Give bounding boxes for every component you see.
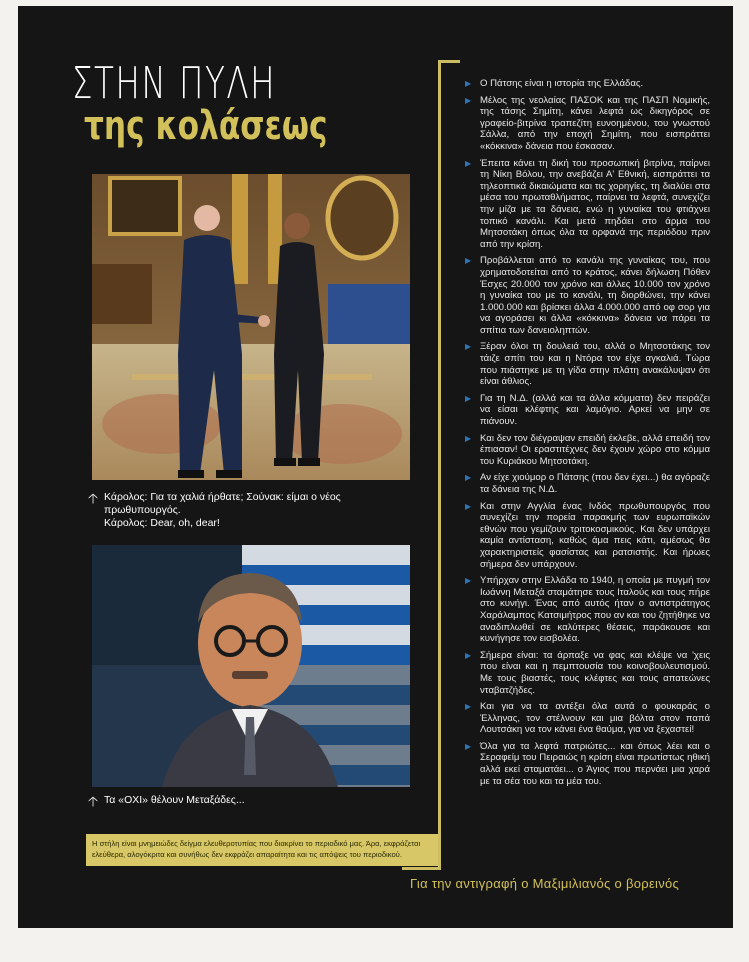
triangle-bullet-icon: ▶ [465,256,472,266]
photo-portrait-flag [92,545,410,787]
arrow-up-icon: 🡡 [88,793,99,809]
photo-palace-caption-line2: Κάρολος: Dear, oh, dear! [104,517,220,529]
triangle-bullet-icon: ▶ [465,79,472,88]
triangle-bullet-icon: ▶ [465,501,472,511]
photo-palace-meeting-illustration [92,174,410,480]
photo-portrait-caption [88,794,388,807]
disclaimer-banner: Η στήλη είναι μνημειώδες δείγμα ελευθεροτυπίας που διακρίνει το περιοδικό μας. Άρα, εκφράζεται ελεύθερα, αλογόκριτα και συνήθως δεν εκφράζει απαραίτητα και τις απόψεις του περιοδικού. [86,834,438,866]
triangle-bullet-icon: ▶ [465,741,472,751]
article-paragraph: ▶ Ο Πάτσης είναι η ιστορία της Ελλάδας. [465,78,644,89]
article-column [465,78,710,792]
photo-palace-meeting [92,174,410,480]
gold-frame-bottom [402,867,441,870]
article-paragraph: ▶ Ξέραν όλοι τη δουλειά του, αλλά ο Μητσοτάκης τον τάιζε σπίτι του και η Ντόρα τον είχε αγκαλιά. Τώρα που πιάστηκε με τη γίδα στην πλάτη ανακάλυψαν ότι είναι άθλιος. [465,341,710,388]
article-paragraph: ▶ Προβάλλεται από το κανάλι της γυναίκας του, που χρηματοδοτείται από το κράτος, κάνει δήλωση Πόθεν Έσχες 20.000 τον χρόνο και άλλες 10.000 τον χρόνο η γυναίκα του με το κανάλι, τη διορθώνει, την κάνει 1.000.000 και βρίσκει άλλα 4.000.000 από οφ σορ για να αγοράσει κι άλλα «κόκκινα» δάνεια να πάρει τα σπίτια των δανειοληπτών. [465,255,710,336]
article-paragraph: ▶ Έπειτα κάνει τη δική του προσωπική βιτρίνα, παίρνει τη Νίκη Βόλου, την ανεβάζει Α' Εθνική, εισπράττει τα τηλεοπτικά δικαιώματα και τις χορηγίες, τη διαλύει στα μέσα του πρωταθλήματος, παίρνει τα λεφτά, συνεχίζει την μίζα με τα δάνεια, ενώ η γυναίκα του φτιάχνει τοπικό κανάλι. Και μετά πηδάει στο άρμα του Μητσοτάκη όπως όλα τα ορφανά της περιόδου πριν από την κρίση. [465,157,710,250]
article-paragraph: ▶ Και δεν τον διέγραψαν επειδή έκλεβε, αλλά επειδή τον έπιασαν! Οι εραστιτέχνες δεν έχουν χώρο στο κόμμα του Κυριάκου Μητσοτάκη. [465,432,710,467]
article-paragraph: ▶ Όλα για τα λεφτά πατριώτες... και όπως λέει και ο Σεραφείμ του Πειραιώς η κρίση είναι πρωτίστως ηθική αλλά εκεί σταματάει... ο Άγιος που περνάει μια χαρά με τα σέα του και τα μέα του. [465,740,710,787]
photo-portrait-flag-illustration [92,545,410,787]
triangle-bullet-icon: ▶ [465,95,472,105]
triangle-bullet-icon: ▶ [465,702,472,712]
triangle-bullet-icon: ▶ [465,433,472,443]
article-paragraph: ▶ Σήμερα είναι: τα άρπαξε να φας και κλέψε να 'χεις που είναι και η πεμπτουσία του κοινοβουλευτισμού. Με τους βιαστές, τους κλέφτες και τους απατεώνες νταβατζήδες. [465,649,710,696]
article-paragraph: ▶ Και στην Αγγλία ένας Ινδός πρωθυπουργός που συνεχίζει την πορεία παρακμής των ευρωπαϊκών εθνών που γεμίζουν τριτοκοσμικούς. Και δεν υπάρχει καμία αντίσταση, καθώς άμα πεις κάτι, αμέσως θα χαρακτηριστείς φασίστας και ρατσιστής. Και ήρωες σήμερα δεν υπάρχουν. [465,500,710,570]
article-paragraph: ▶ Αν είχε χιούμορ ο Πάτσης (που δεν έχει...) θα αγόραζε τα δάνεια της Ν.Δ. [465,472,710,495]
page-title-line2: της κολάσεως [84,103,328,149]
photo-palace-caption [88,491,418,530]
article-paragraph: ▶ Για τη Ν.Δ. (αλλά και τα άλλα κόμματα) δεν πειράζει να είσαι κλέφτης και λαμόγιο. Αρκεί να μην σε πιάνουν. [465,392,710,428]
triangle-bullet-icon: ▶ [465,393,472,403]
gold-frame-top [438,60,460,63]
author-credit: Για την αντιγραφή ο Μαξιμιλιανός ο βορεινός [410,876,680,891]
photo-palace-caption-line1: Κάρολος: Για τα χαλιά ήρθατε; Σούνακ: είμαι ο νέος πρωθυπουργός. [104,491,341,516]
photo-portrait-caption-text: Τα «ΟΧΙ» θέλουν Μεταξάδες... [104,794,245,806]
gold-frame-left [438,60,441,870]
arrow-up-icon: 🡡 [88,490,99,506]
triangle-bullet-icon: ▶ [465,576,472,586]
article-paragraph: ▶ Υπήρχαν στην Ελλάδα το 1940, η οποία με πυγμή τον Ιωάννη Μεταξά σταμάτησε τους Ιταλούς και τους πήρε στο κυνήγι. Ένας από αυτός ήταν ο αντιστράτηγος Χαράλαμπος Κατσιμήτρος που αν και του ζητήθηκε να αναδιπλωθεί σε καλύτερες θέσεις, παράκουσε και κυνήγησε τον εισβολέα. [465,575,710,645]
triangle-bullet-icon: ▶ [465,650,472,660]
triangle-bullet-icon: ▶ [465,158,472,168]
article-paragraph: ▶ Μέλος της νεολαίας ΠΑΣΟΚ και της ΠΑΣΠ Νομικής, της τάσης Σημίτη, κάνει λεφτά ως δικηγόρος σε γραφείο-βιτρίνα τραπεζίτη ευνοημένου, του γνωστού Σάλλα, από την εποχή Σημίτη, που εισπράττει «κόκκινα» δάνεια που έσκασαν. [465,94,710,152]
triangle-bullet-icon: ▶ [465,342,472,352]
triangle-bullet-icon: ▶ [465,473,472,483]
page-title-line1: ΣΤΗΝ ΠΥΛΗ [72,58,277,109]
article-paragraph: ▶ Και για να τα αντέξει όλα αυτά ο φουκαράς ο Έλληνας, τον στέλνουν και μια βόλτα στον παπά Λουτσάκη να τον κάνει ένα θαύμα, για να ξεχαστεί! [465,701,710,736]
